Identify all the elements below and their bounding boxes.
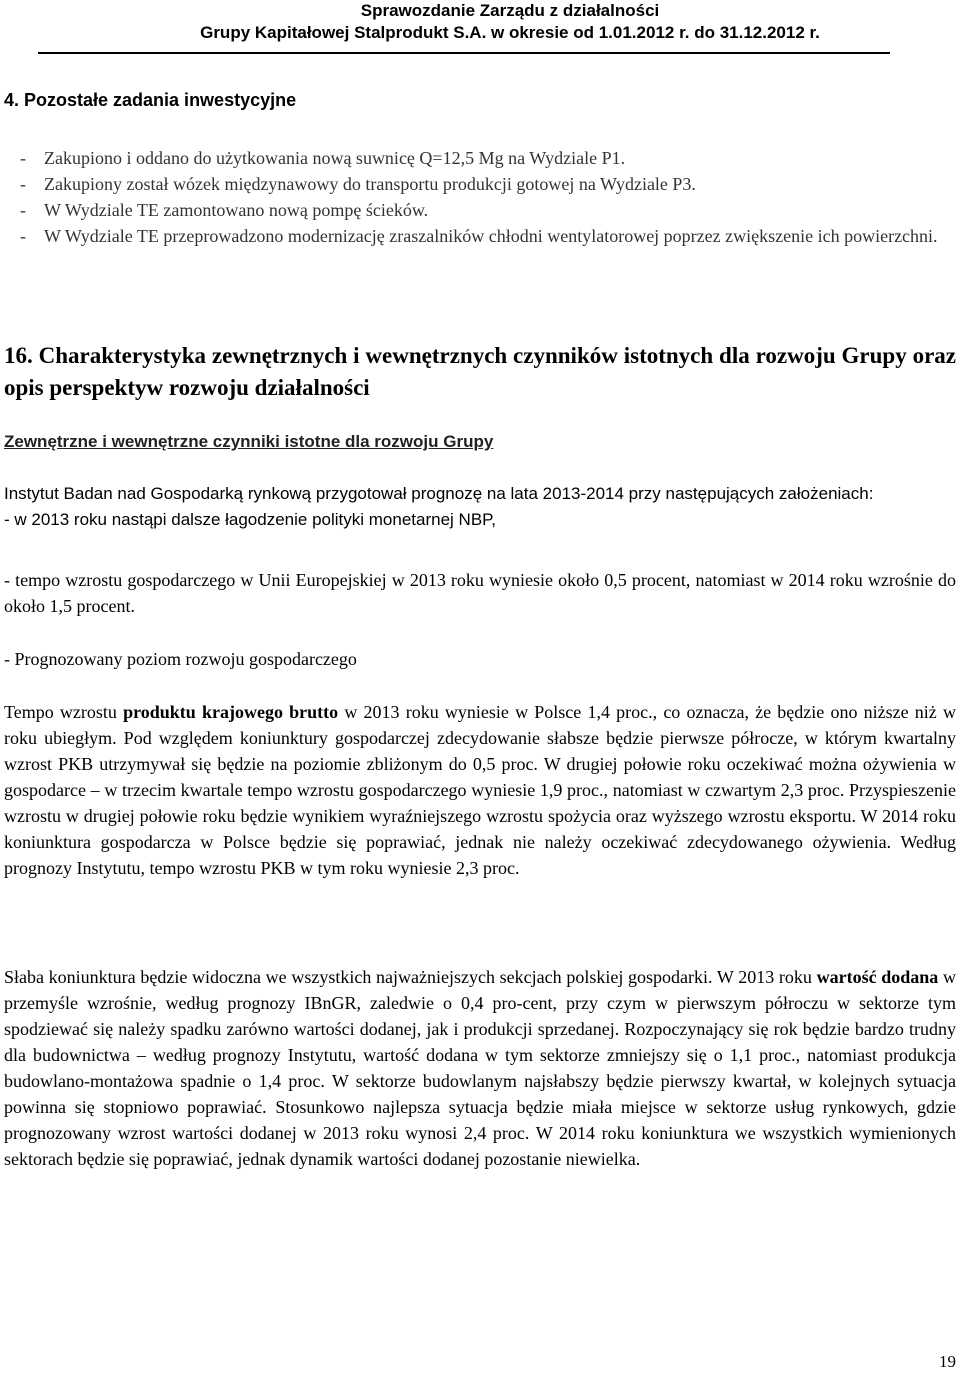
text-run: Słaba koniunktura będzie widoczna we wszystkich najważniejszych sekcjach polskiej gospodarki. W 2013 roku [4, 967, 817, 987]
list-item [8, 223, 948, 249]
header-title: Sprawozdanie Zarządu z działalności [360, 1, 660, 20]
assumption-item: - w 2013 roku nastąpi dalsze łagodzenie polityki monetarnej NBP, [4, 510, 497, 529]
header-divider [38, 52, 890, 54]
assumption-2-block [4, 567, 956, 619]
assumption-item: - tempo wzrostu gospodarczego w Unii Europejskiej w 2013 roku wyniesie około 0,5 procent, natomiast w 2014 roku wzrośnie do około 1,5 procent. [4, 570, 956, 616]
bold-term: produktu krajowego brutto [123, 702, 339, 722]
forecast-heading-block [4, 646, 956, 672]
text-run: w przemyśle wzrośnie, według prognozy IBnGR, zaledwie o 0,4 pro-cent, przy czym w pierwszym półroczu w sektorze tym spodziewać się należy spadku zarówno wartości dodanej, jak i produkcji sprzedanej. Rozpoczynający się rok będzie bardzo trudny dla budownictwa – według prognozy Instytutu, wartość dodana w tym sektorze zmniejszy się o 1,1 proc., natomiast produkcja budowlano-montażowa spadnie o 1,4 proc. W sektorze budowlanym najsłabszy będzie pierwszy kwartał, w kolejnych sytuacja powinna się stopniowo poprawiać. Stosunkowo najlepsza sytuacja będzie miała miejsce w sektorze usług rynkowych, gdzie prognozowany wzrost wartości dodanej w 2013 roku wynosi 2,4 proc. W 2014 roku koniunktura we wszystkich wymienionych sektorach będzie się poprawiać, jednak dynamik wartości dodanej pozostanie niewielka. [4, 967, 956, 1169]
section-subheading: Zewnętrzne i wewnętrzne czynniki istotne dla rozwoju Grupy [4, 432, 494, 451]
list-item [8, 145, 948, 171]
list-dash: - [20, 174, 26, 194]
list-dash: - [20, 148, 26, 168]
list-item [8, 197, 948, 223]
intro-paragraph: Instytut Badan nad Gospodarką rynkową przygotował prognozę na lata 2013-2014 przy następujących założeniach: [4, 484, 874, 503]
forecast-heading: - Prognozowany poziom rozwoju gospodarczego [4, 649, 357, 669]
assumptions-block [4, 481, 956, 533]
paragraph-gdp [4, 699, 956, 881]
paragraph-value-added [4, 964, 956, 1172]
list-item-text: Zakupiono i oddano do użytkowania nową suwnicę Q=12,5 Mg na Wydziale P1. [44, 148, 626, 168]
list-item [8, 171, 948, 197]
list-item-text: Zakupiony został wózek międzynawowy do transportu produkcji gotowej na Wydziale P3. [44, 174, 696, 194]
bold-term: wartość dodana [816, 967, 939, 987]
page-number: 19 [939, 1352, 956, 1371]
section-16-title: 16. Charakterystyka zewnętrznych i wewnętrznych czynników istotnych dla rozwoju Grupy oraz opis perspektyw rozwoju działalności [4, 343, 956, 400]
list-item-text: W Wydziale TE zamontowano nową pompę ścieków. [44, 200, 429, 220]
header-subtitle: Grupy Kapitałowej Stalprodukt S.A. w okresie od 1.01.2012 r. do 31.12.2012 r. [200, 23, 820, 42]
text-run: Tempo wzrostu [4, 702, 124, 722]
paragraph-text [4, 964, 956, 1172]
list-dash: - [20, 226, 26, 246]
list-item-text: W Wydziale TE przeprowadzono modernizację zraszalników chłodni wentylatorowej poprzez zwiększenie ich powierzchni. [44, 226, 938, 246]
page-header [0, 0, 960, 44]
text-run: w 2013 roku wyniesie w Polsce 1,4 proc., co oznacza, że będzie ono niższe niż w roku ubiegłym. Pod względem koniunktury gospodarczej zdecydowanie słabsze będzie pierwsze półrocze, w którym kwartalny wzrost PKB utrzymywał się będzie na poziomie zbliżonym do 0,5 proc. W drugiej połowie roku oczekiwać można ożywienia w gospodarce – w trzecim kwartale tempo wzrostu gospodarczego wyniesie 1,9 proc., natomiast w czwartym 2,3 proc. Przyspieszenie wzrostu w drugiej połowie roku będzie wynikiem wyraźniejszego wzrostu spożycia oraz wyższego wzrostu eksportu. W 2014 roku koniunktura gospodarcza w Polsce będzie się poprawiać, jednak nie należy oczekiwać zdecydowanego ożywienia. Według prognozy Instytutu, tempo wzrostu PKB w tym roku wyniesie 2,3 proc. [4, 702, 956, 878]
section-4-title: 4. Pozostałe zadania inwestycyjne [4, 90, 297, 110]
list-dash: - [20, 200, 26, 220]
paragraph-text [4, 699, 956, 881]
section-4-list [8, 145, 948, 249]
